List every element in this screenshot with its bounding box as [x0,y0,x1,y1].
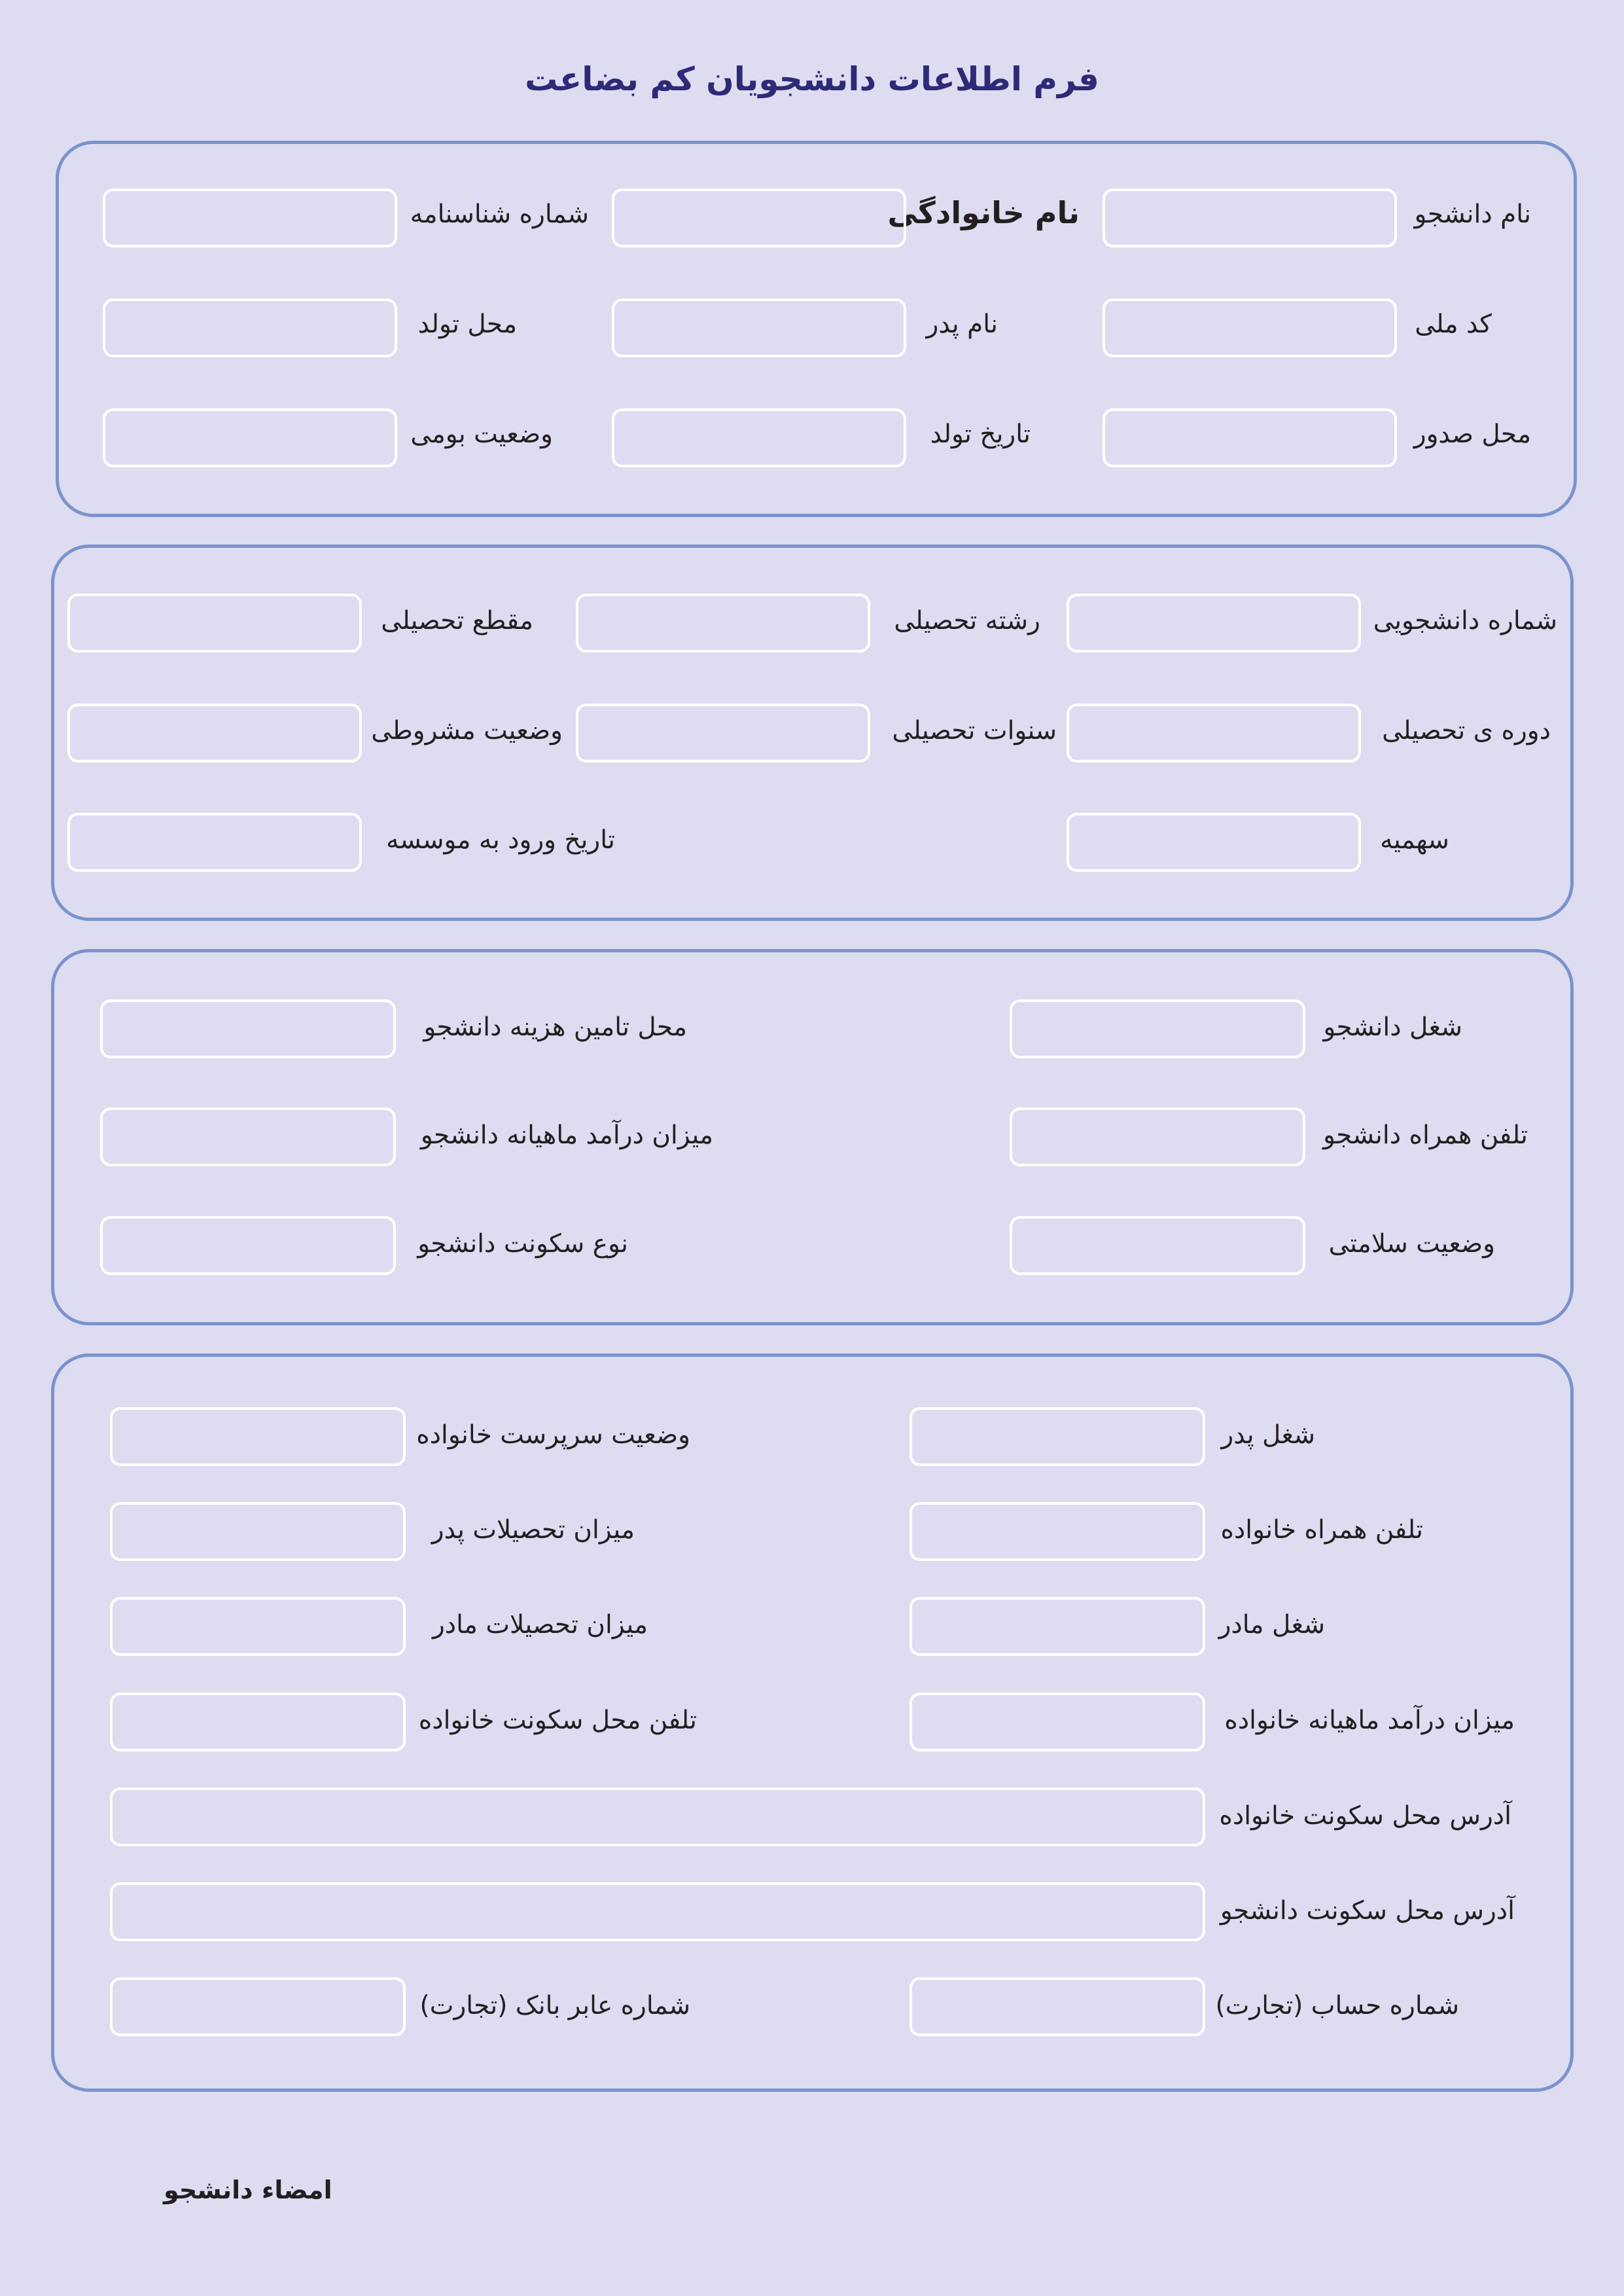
family-mobile-field[interactable] [909,1502,1205,1561]
father-job-label: شغل پدر [1221,1420,1315,1450]
residence-type-field[interactable] [100,1216,396,1275]
birth-date-label: تاریخ تولد [930,420,1031,449]
birth-place-label: محل تولد [417,310,517,339]
student-job-label: شغل دانشجو [1323,1013,1462,1042]
study-years-label: سنوات تحصیلی [892,716,1057,745]
student-address-label: آدرس محل سکونت دانشجو [1220,1896,1515,1926]
birth-date-field[interactable] [612,408,906,467]
degree-level-label: مقطع تحصیلی [381,606,533,636]
study-period-label: دوره ی تحصیلی [1382,716,1551,745]
family-home-phone-label: تلفن محل سکونت خانواده [418,1706,697,1735]
probation-status-label: وضعیت مشروطی [371,716,563,745]
issue-place-field[interactable] [1103,408,1397,467]
family-home-phone-field[interactable] [110,1693,406,1751]
student-mobile-label: تلفن همراه دانشجو [1322,1121,1528,1150]
student-address-field[interactable] [110,1882,1205,1941]
student-number-label: شماره دانشجویی [1373,606,1557,636]
guardian-status-label: وضعیت سرپرست خانواده [416,1420,690,1450]
student-income-label: میزان درآمد ماهیانه دانشجو [420,1121,713,1150]
study-period-field[interactable] [1067,704,1361,762]
issue-place-label: محل صدور [1413,420,1531,449]
last-name-field[interactable] [612,188,906,247]
study-years-field[interactable] [576,704,870,762]
native-status-field[interactable] [103,408,397,467]
student-number-field[interactable] [1067,594,1361,653]
field-of-study-label: رشته تحصیلی [894,606,1040,636]
national-code-label: کد ملی [1415,310,1492,339]
father-education-field[interactable] [110,1502,406,1561]
father-education-label: میزان تحصیلات پدر [431,1515,635,1545]
residence-type-label: نوع سکونت دانشجو [417,1229,628,1259]
father-job-field[interactable] [909,1407,1205,1466]
family-income-field[interactable] [909,1693,1205,1751]
mother-education-label: میزان تحصیلات مادر [432,1610,648,1640]
field-of-study-field[interactable] [576,594,870,653]
mother-job-label: شغل مادر [1218,1610,1325,1640]
birth-place-field[interactable] [103,298,397,357]
health-status-field[interactable] [1010,1216,1305,1275]
father-name-field[interactable] [612,298,906,357]
health-status-label: وضعیت سلامتی [1328,1229,1495,1259]
family-address-label: آدرس محل سکونت خانواده [1219,1801,1511,1831]
degree-level-field[interactable] [67,594,362,653]
student-signature-label: امضاء دانشجو [164,2176,332,2204]
entry-date-label: تاریخ ورود به موسسه [386,825,615,855]
first-name-field[interactable] [1103,188,1397,247]
probation-status-field[interactable] [67,704,362,762]
student-income-field[interactable] [100,1107,396,1166]
family-address-field[interactable] [110,1787,1205,1846]
funding-source-field[interactable] [100,999,396,1058]
account-number-label: شماره حساب (تجارت) [1215,1991,1459,2020]
quota-field[interactable] [1067,813,1361,872]
family-mobile-label: تلفن همراه خانواده [1220,1515,1423,1545]
funding-source-label: محل تامین هزینه دانشجو [423,1013,687,1042]
native-status-label: وضعیت بومی [410,420,553,449]
student-mobile-field[interactable] [1010,1107,1305,1166]
first-name-label: نام دانشجو [1414,200,1531,229]
quota-label: سهمیه [1380,825,1449,855]
last-name-label: نام خانوادگی [887,195,1080,230]
guardian-status-field[interactable] [110,1407,406,1466]
mother-education-field[interactable] [110,1597,406,1656]
id-number-field[interactable] [103,188,397,247]
bank-card-number-label: شماره عابر بانک (تجارت) [419,1991,690,2020]
national-code-field[interactable] [1103,298,1397,357]
bank-card-number-field[interactable] [110,1977,406,2036]
mother-job-field[interactable] [909,1597,1205,1656]
id-number-label: شماره شناسنامه [410,200,589,229]
account-number-field[interactable] [909,1977,1205,2036]
family-income-label: میزان درآمد ماهیانه خانواده [1224,1706,1515,1735]
form-title: فرم اطلاعات دانشجویان کم بضاعت [525,60,1099,98]
father-name-label: نام پدر [926,310,998,339]
student-job-field[interactable] [1010,999,1305,1058]
entry-date-field[interactable] [67,813,362,872]
